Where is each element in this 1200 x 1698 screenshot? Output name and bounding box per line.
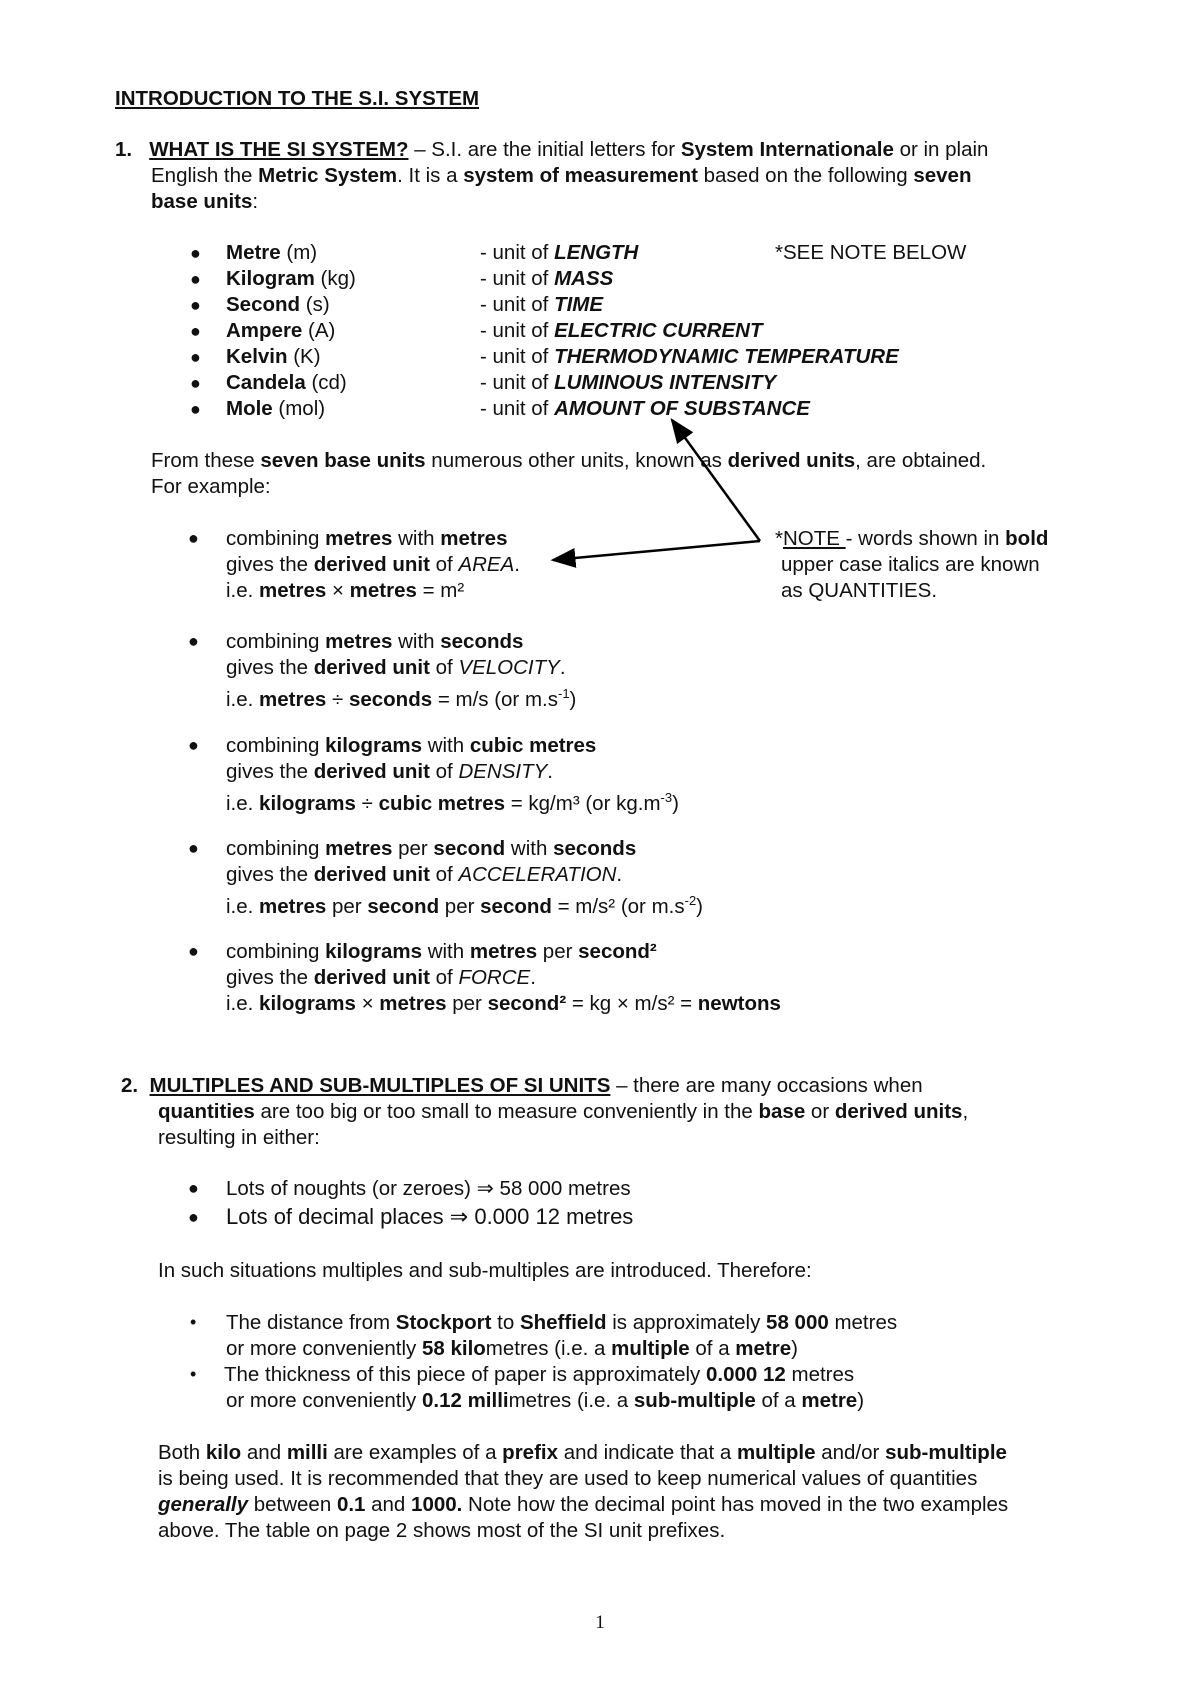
prefix-paragraph-line-3: generally between 0.1 and 1000. Note how the decimal point has moved in the two examples	[158, 1493, 1009, 1516]
section-1-heading: WHAT IS THE SI SYSTEM?	[149, 138, 409, 161]
prefix-paragraph-line-4: above. The table on page 2 shows most of the SI unit prefixes.	[158, 1519, 726, 1542]
bullet-icon: •	[190, 1364, 197, 1384]
note: *NOTE - words shown in bold	[775, 527, 1049, 550]
bullet-icon: ●	[188, 631, 199, 651]
bullet-icon: ●	[190, 347, 201, 367]
bullet-icon: ●	[188, 1178, 199, 1198]
prefix-paragraph-line-2: is being used. It is recommended that they are used to keep numerical values of quantities	[158, 1467, 978, 1490]
section-1-intro: 1. WHAT IS THE SI SYSTEM? – S.I. are the initial letters for System Internationale or in plain	[115, 138, 989, 161]
bullet-icon: ●	[190, 373, 201, 393]
bullet-icon: ●	[190, 321, 201, 341]
prefix-paragraph-line-1: Both kilo and milli are examples of a prefix and indicate that a multiple and/or sub-multiple	[158, 1441, 1007, 1464]
section-2-situations: In such situations multiples and sub-multiples are introduced. Therefore:	[158, 1259, 812, 1282]
note-line-2: upper case italics are known	[781, 553, 1040, 576]
arrow-to-length	[672, 420, 760, 541]
arrow-to-area	[553, 541, 760, 560]
page-number: 1	[595, 1612, 605, 1633]
see-note: *SEE NOTE BELOW	[775, 241, 967, 264]
bullet-icon: ●	[190, 243, 201, 263]
page-title: INTRODUCTION TO THE S.I. SYSTEM	[115, 87, 480, 110]
derived-intro: From these seven base units numerous other units, known as derived units, are obtained.	[151, 449, 987, 472]
note-line-3: as QUANTITIES.	[781, 579, 938, 602]
bullet-icon: ●	[190, 269, 201, 289]
derived-intro-line-2: For example:	[151, 475, 271, 498]
section-2-line-3: resulting in either:	[158, 1126, 320, 1149]
section-2-line-2: quantities are too big or too small to measure conveniently in the base or derived units,	[158, 1100, 969, 1123]
bullet-icon: ●	[188, 1207, 199, 1227]
bullet-icon: ●	[188, 735, 199, 755]
bullet-icon: ●	[190, 295, 201, 315]
section-2-heading: MULTIPLES AND SUB-MULTIPLES OF SI UNITS	[149, 1074, 611, 1097]
section-1-line-3: base units:	[151, 190, 259, 213]
bullet-icon: ●	[190, 399, 201, 419]
bullet-icon: ●	[188, 528, 199, 548]
section-1-line-2: English the Metric System. It is a system of measurement based on the following seven	[151, 164, 972, 187]
bullet-icon: ●	[188, 838, 199, 858]
bullet-icon: •	[190, 1312, 197, 1332]
bullet-icon: ●	[188, 941, 199, 961]
section-2-intro: 2. MULTIPLES AND SUB-MULTIPLES OF SI UNITS – there are many occasions when	[121, 1074, 923, 1097]
